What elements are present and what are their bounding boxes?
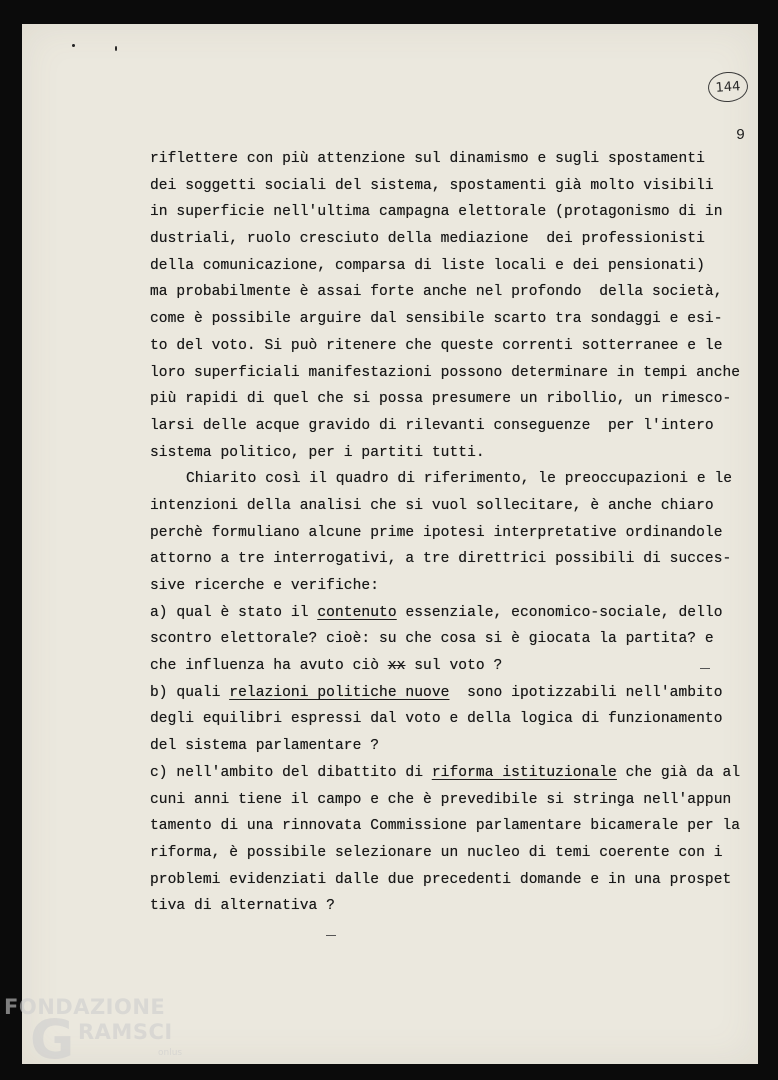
text-segment: sul voto ?: [405, 658, 503, 675]
text-line: perchè formuliano alcune prime ipotesi interpretative ordinandole: [150, 524, 723, 541]
watermark-line2: RAMSCI: [78, 1020, 173, 1044]
paper-speck: [115, 46, 117, 51]
stray-mark: [700, 668, 710, 669]
text-line-item-b: [150, 680, 760, 707]
text-line: loro superficiali manifestazioni possono determinare in tempi anche: [150, 364, 741, 381]
struck-out-text: xx: [387, 658, 406, 675]
text-line: tamento di una rinnovata Commissione parlamentare bicamerale per la: [150, 818, 741, 835]
text-line: dustriali, ruolo cresciuto della mediazione dei professionisti: [150, 231, 705, 248]
text-line-item-a: [150, 600, 760, 627]
text-line: attorno a tre interrogativi, a tre direttrici possibili di succes-: [150, 551, 732, 568]
watermark-g-letter: G: [30, 1008, 75, 1071]
text-line: del sistema parlamentare ?: [150, 738, 379, 755]
text-line: riforma, è possibile selezionare un nucleo di temi coerente con i: [150, 844, 723, 861]
text-line: scontro elettorale? cioè: su che cosa si è giocata la partita? e: [150, 631, 714, 648]
stray-mark: [326, 935, 336, 936]
text-line: più rapidi di quel che si possa presumere un ribollio, un rimesco-: [150, 391, 732, 408]
text-line: sive ricerche e verifiche:: [150, 578, 379, 594]
typewritten-text: [150, 146, 760, 920]
underlined-text: contenuto: [317, 604, 397, 621]
page-number: 9: [736, 127, 746, 144]
text-segment: che già da al: [616, 764, 741, 781]
text-line: cuni anni tiene il campo e che è prevedibile si stringa nell'appun: [150, 791, 732, 808]
text-line: riflettere con più attenzione sul dinamismo e sugli spostamenti: [150, 151, 705, 167]
text-line: tiva di alternativa ?: [150, 898, 335, 915]
text-segment: a) qual è stato il: [150, 604, 318, 621]
text-line: degli equilibri espressi dal voto e della logica di funzionamento: [150, 711, 723, 728]
watermark-line1: FONDAZIONE: [4, 995, 166, 1019]
text-segment: sono ipotizzabili nell'ambito: [449, 684, 723, 701]
text-line: ma probabilmente è assai forte anche nel profondo della società,: [150, 284, 723, 301]
underlined-text: riforma istituzionale: [431, 764, 617, 781]
paper-speck: [72, 44, 75, 47]
text-segment: b) quali: [150, 684, 230, 701]
text-line-item-c: [150, 760, 760, 787]
text-line: come è possibile arguire dal sensibile scarto tra sondaggi e esi-: [150, 311, 723, 328]
underlined-text: relazioni politiche nuove: [229, 684, 450, 701]
text-line: della comunicazione, comparsa di liste locali e dei pensionati): [150, 257, 705, 274]
text-line: in superficie nell'ultima campagna elettorale (protagonismo di in: [150, 204, 723, 221]
text-line: dei soggetti sociali del sistema, spostamenti già molto visibili: [150, 177, 714, 194]
text-line: to del voto. Si può ritenere che queste correnti sotterranee e le: [150, 337, 723, 354]
archive-number-stamp: 144: [707, 71, 749, 104]
text-line: intenzioni della analisi che si vuol sollecitare, è anche chiaro: [150, 497, 714, 514]
text-line: [150, 653, 760, 680]
text-segment: c) nell'ambito del dibattito di: [150, 764, 432, 781]
fondazione-gramsci-watermark: [4, 995, 204, 1075]
text-line-indented: Chiarito così il quadro di riferimento, le preoccupazioni e le: [186, 471, 733, 488]
text-line: problemi evidenziati dalle due precedenti domande e in una prospet: [150, 871, 732, 888]
text-segment: essenziale, economico-sociale, dello: [396, 604, 723, 621]
text-line: larsi delle acque gravido di rilevanti conseguenze per l'intero: [150, 417, 714, 434]
watermark-onlus: onlus: [158, 1048, 183, 1058]
text-segment: che influenza ha avuto ciò: [150, 658, 388, 675]
text-line: sistema politico, per i partiti tutti.: [150, 444, 485, 461]
